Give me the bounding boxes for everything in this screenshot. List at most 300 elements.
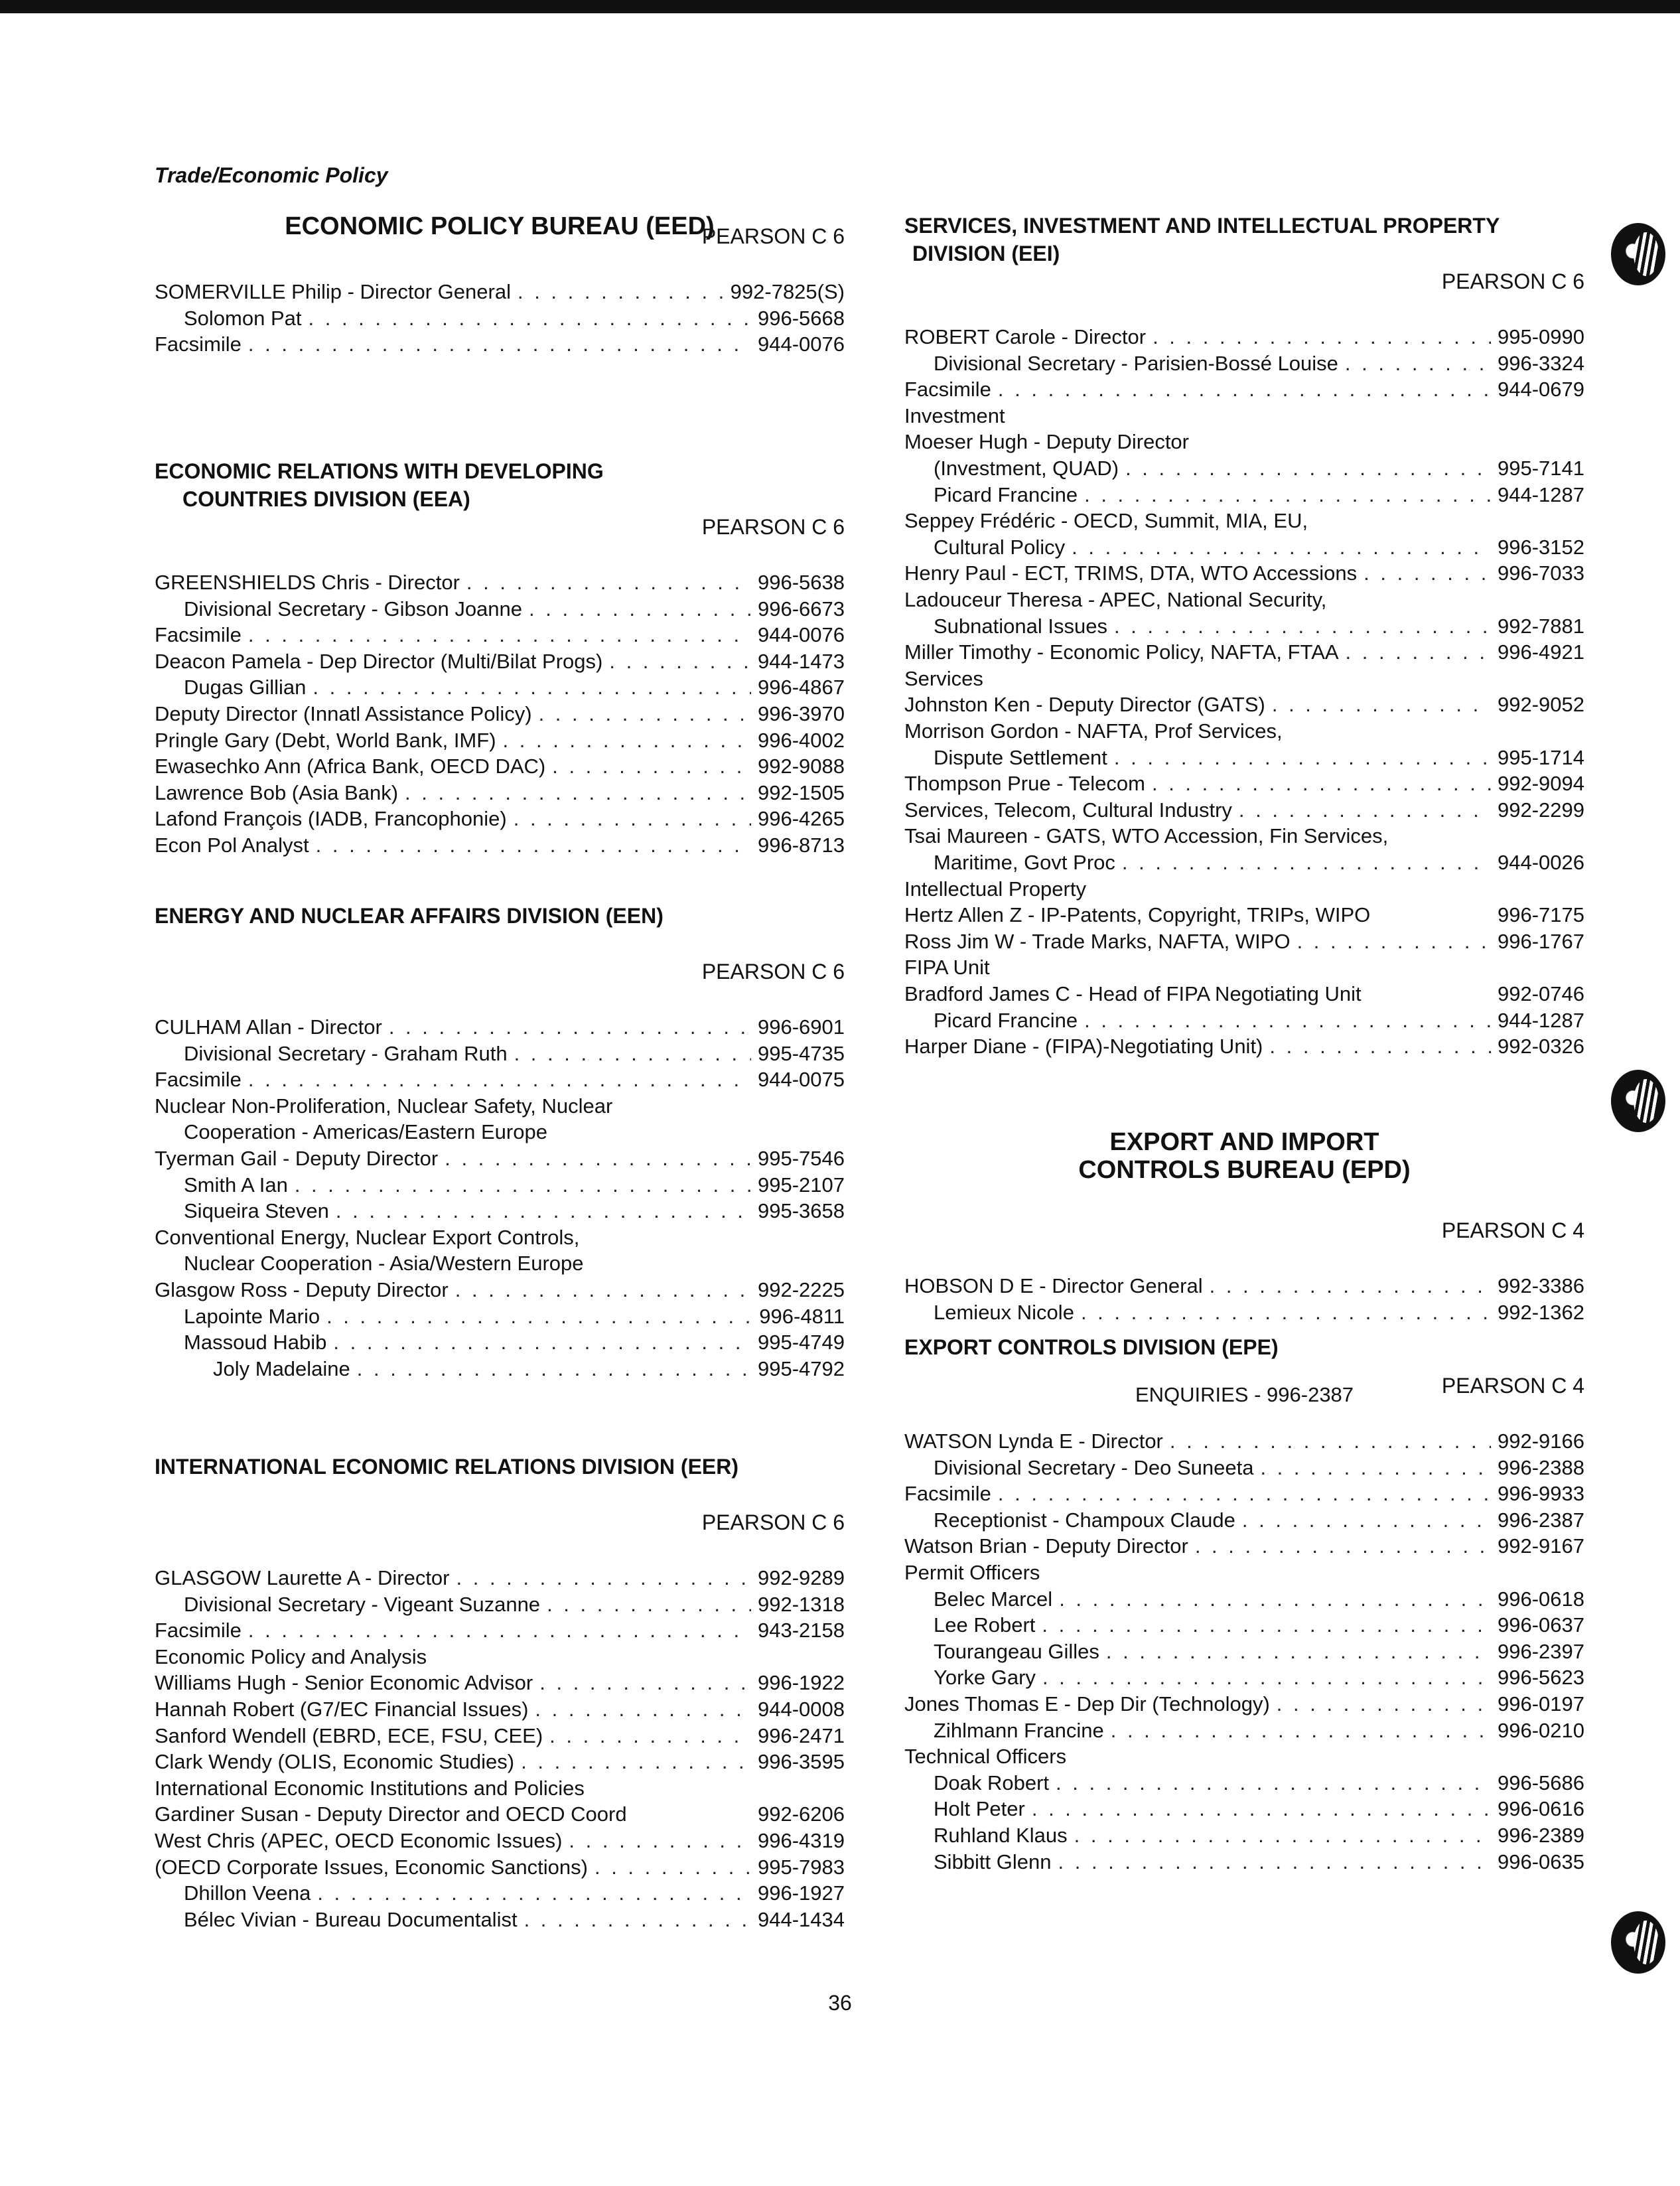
entry-name: Sibbitt Glenn — [934, 1850, 1052, 1873]
location-label: PEARSON C 4 — [1441, 1218, 1584, 1242]
directory-entry — [155, 1304, 845, 1329]
directory-entry — [155, 1251, 845, 1276]
dot-leader — [539, 701, 751, 727]
entry-name: Facsimile — [904, 1482, 991, 1506]
location-label: PEARSON C 4 — [1441, 1374, 1584, 1398]
section-title: DIVISION (EEI) — [912, 242, 1060, 265]
directory-entry — [155, 833, 845, 858]
entry-name: GREENSHIELDS Chris - Director — [155, 571, 460, 594]
directory-entry — [155, 1855, 845, 1880]
directory-entry — [155, 1199, 845, 1224]
entry-phone: 996-2389 — [1497, 1824, 1584, 1847]
dot-leader — [547, 1592, 751, 1617]
dot-leader — [524, 1907, 751, 1932]
entry-phone: 996-4867 — [757, 676, 845, 699]
directory-entry — [904, 1508, 1584, 1533]
entry-name: Picard Francine — [934, 482, 1078, 506]
entry-phone: 992-7881 — [1497, 614, 1584, 638]
dot-leader — [248, 622, 751, 648]
directory-entry — [904, 1481, 1584, 1506]
entry-name: Lemieux Nicole — [934, 1300, 1074, 1324]
location-label: PEARSON C 6 — [701, 515, 845, 539]
entry-name: Massoud Habib — [184, 1331, 327, 1354]
entry-name: Bélec Vivian - Bureau Documentalist — [184, 1907, 518, 1931]
binder-hole-icon — [1611, 1070, 1665, 1132]
entry-phone: 992-9289 — [757, 1566, 845, 1589]
section-title: SERVICES, INVESTMENT AND INTELLECTUAL PROPERTY — [904, 214, 1500, 238]
entry-phone: 996-4811 — [759, 1304, 845, 1328]
entry-phone: 943-2158 — [757, 1619, 845, 1642]
entry-name: Sanford Wendell (EBRD, ECE, FSU, CEE) — [155, 1723, 543, 1747]
entry-phone: 992-0746 — [1497, 982, 1584, 1005]
entry-name: Nuclear Cooperation - Asia/Western Europe — [184, 1252, 584, 1275]
entry-name: Lafond François (IADB, Francophonie) — [155, 807, 507, 831]
entry-name: Ewasechko Ann (Africa Bank, OECD DAC) — [155, 755, 546, 778]
dot-leader — [326, 1304, 752, 1329]
scan-top-edge — [0, 0, 1680, 13]
dot-leader — [248, 332, 751, 357]
directory-entry — [904, 325, 1584, 350]
directory-entry — [904, 1534, 1584, 1559]
dot-leader — [1042, 1613, 1491, 1638]
entry-name: Bradford James C - Head of FIPA Negotiating Unit — [904, 982, 1362, 1005]
directory-entry — [904, 719, 1584, 744]
dot-leader — [549, 1723, 751, 1749]
dot-leader — [998, 377, 1491, 402]
directory-entry — [904, 1560, 1584, 1585]
directory-entry — [155, 1277, 845, 1303]
entry-name: FIPA Unit — [904, 956, 990, 980]
dot-leader — [1114, 745, 1491, 770]
dot-leader — [316, 833, 751, 858]
entry-phone: 992-9052 — [1497, 693, 1584, 717]
dot-leader — [1056, 1771, 1491, 1796]
directory-entry — [904, 351, 1584, 376]
directory-entry — [904, 903, 1584, 928]
entry-phone: 944-1434 — [757, 1907, 845, 1931]
entry-name: Lapointe Mario — [184, 1304, 320, 1328]
dot-leader — [569, 1828, 751, 1854]
directory-entry — [155, 1670, 845, 1696]
directory-entry — [904, 1718, 1584, 1743]
dot-leader — [466, 570, 751, 595]
entry-name: Dugas Gillian — [184, 676, 307, 699]
directory-entry — [155, 754, 845, 779]
directory-entry — [155, 332, 845, 357]
directory-entry — [155, 1802, 845, 1827]
entry-phone: 996-0618 — [1497, 1587, 1584, 1611]
entry-phone: 996-0197 — [1497, 1692, 1584, 1715]
entry-name: Tyerman Gail - Deputy Director — [155, 1147, 439, 1170]
location-label: PEARSON C 6 — [701, 1510, 845, 1534]
directory-entry — [904, 1455, 1584, 1481]
entry-name: Hannah Robert (G7/EC Financial Issues) — [155, 1698, 529, 1721]
dot-leader — [552, 754, 751, 779]
entry-phone: 995-4735 — [757, 1041, 845, 1065]
entry-name: Deacon Pamela - Dep Director (Multi/Bilat Progs) — [155, 649, 603, 673]
directory-entry — [904, 1796, 1584, 1822]
entry-phone: 996-2387 — [1497, 1508, 1584, 1532]
entry-name: Divisional Secretary - Graham Ruth — [184, 1041, 508, 1065]
entry-name: Cultural Policy — [934, 535, 1066, 559]
dot-leader — [1346, 640, 1491, 665]
entry-phone: 996-0635 — [1497, 1850, 1584, 1873]
entry-name: Picard Francine — [934, 1008, 1078, 1032]
entry-phone: 992-3386 — [1497, 1274, 1584, 1297]
entry-name: Johnston Ken - Deputy Director (GATS) — [904, 693, 1265, 717]
dot-leader — [1059, 1587, 1491, 1612]
dot-leader — [248, 1067, 751, 1092]
location-label: PEARSON C 6 — [1441, 269, 1584, 293]
entry-name: Subnational Issues — [934, 614, 1107, 638]
entry-phone: 996-4319 — [757, 1829, 845, 1852]
entry-phone: 992-7825(S) — [730, 280, 845, 303]
entry-phone: 992-2299 — [1497, 798, 1584, 822]
entry-phone: 996-3970 — [757, 702, 845, 725]
dot-leader — [445, 1146, 751, 1171]
entry-phone: 944-1473 — [757, 649, 845, 673]
entry-phone: 996-6901 — [757, 1015, 845, 1039]
entry-phone: 992-9167 — [1497, 1534, 1584, 1558]
location-label: PEARSON C 6 — [701, 224, 845, 248]
dot-leader — [309, 306, 751, 331]
dot-leader — [1297, 929, 1491, 954]
entry-name: Ruhland Klaus — [934, 1824, 1068, 1847]
entry-phone: 995-2107 — [757, 1173, 845, 1197]
entry-name: SOMERVILLE Philip - Director General — [155, 280, 511, 303]
dot-leader — [521, 1749, 751, 1775]
entry-phone: 996-1922 — [757, 1671, 845, 1695]
entry-name: Gardiner Susan - Deputy Director and OECD Coord — [155, 1802, 627, 1826]
directory-entry — [155, 1015, 845, 1040]
binder-hole-icon — [1611, 223, 1665, 285]
directory-entry — [904, 640, 1584, 665]
dot-leader — [503, 728, 751, 753]
directory-entry — [155, 1067, 845, 1092]
dot-leader — [609, 649, 751, 674]
entry-name: Hertz Allen Z - IP-Patents, Copyright, TRIPs, WIPO — [904, 903, 1371, 927]
entry-phone: 995-4749 — [757, 1331, 845, 1354]
entry-name: Zihlmann Francine — [934, 1718, 1104, 1742]
entry-name: Henry Paul - ECT, TRIMS, DTA, WTO Accessions — [904, 561, 1358, 585]
dot-leader — [1072, 535, 1491, 560]
entry-name: Seppey Frédéric - OECD, Summit, MIA, EU, — [904, 509, 1308, 533]
directory-entry — [155, 570, 845, 595]
entry-phone: 995-4792 — [757, 1356, 845, 1380]
entry-name: Solomon Pat — [184, 306, 302, 330]
dot-leader — [455, 1277, 751, 1303]
entry-phone: 944-0076 — [757, 623, 845, 647]
entry-name: West Chris (APEC, OECD Economic Issues) — [155, 1829, 563, 1852]
dot-leader — [336, 1199, 751, 1224]
dot-leader — [1114, 614, 1491, 639]
entry-name: Glasgow Ross - Deputy Director — [155, 1278, 449, 1301]
directory-entry — [904, 1300, 1584, 1325]
directory-entry — [155, 1828, 845, 1854]
entry-name: Siqueira Steven — [184, 1199, 329, 1223]
entry-phone: 995-7141 — [1497, 457, 1584, 480]
directory-entry — [155, 622, 845, 648]
directory-entry — [155, 1330, 845, 1355]
section-title: ECONOMIC POLICY BUREAU (EED) — [285, 212, 715, 240]
entry-phone: 944-0075 — [757, 1068, 845, 1092]
entry-name: Facsimile — [155, 1068, 242, 1092]
dot-leader — [1074, 1823, 1491, 1848]
entry-phone: 996-4921 — [1497, 640, 1584, 664]
entry-name: Divisional Secretary - Gibson Joanne — [184, 597, 523, 620]
entry-name: Econ Pol Analyst — [155, 834, 309, 857]
directory-entry — [904, 508, 1584, 534]
dot-leader — [1111, 1718, 1491, 1743]
directory-entry — [904, 1850, 1584, 1875]
entry-phone: 996-0637 — [1497, 1613, 1584, 1637]
directory-entry — [155, 1566, 845, 1591]
directory-entry — [155, 1592, 845, 1617]
directory-entry — [904, 614, 1584, 639]
entry-name: Conventional Energy, Nuclear Export Controls, — [155, 1225, 580, 1249]
dot-leader — [1152, 771, 1491, 796]
dot-leader — [1242, 1508, 1491, 1533]
directory-entry — [155, 701, 845, 727]
entry-name: Maritime, Govt Proc — [934, 851, 1115, 874]
entry-name: Investment — [904, 403, 1005, 427]
entry-phone: 992-1362 — [1497, 1300, 1584, 1324]
dot-leader — [405, 780, 751, 806]
directory-entry — [155, 649, 845, 674]
dot-leader — [1058, 1850, 1491, 1875]
entry-name: Watson Brian - Deputy Director — [904, 1534, 1188, 1558]
entry-phone: 992-1318 — [757, 1592, 845, 1616]
dot-leader — [248, 1618, 751, 1643]
dot-leader — [1042, 1665, 1491, 1690]
dot-leader — [357, 1356, 751, 1382]
section-title: EXPORT AND IMPORT — [1109, 1128, 1379, 1156]
enquiries-line: ENQUIRIES - 996-2387 — [1135, 1383, 1354, 1406]
directory-entry — [904, 403, 1584, 429]
page-section-label: Trade/Economic Policy — [155, 163, 388, 187]
entry-name: Tourangeau Gilles — [934, 1639, 1099, 1663]
directory-entry — [904, 850, 1584, 875]
dot-leader — [1277, 1692, 1491, 1717]
directory-entry — [155, 728, 845, 753]
directory-entry — [904, 1744, 1584, 1769]
dot-leader — [295, 1173, 751, 1198]
dot-leader — [595, 1855, 751, 1880]
entry-phone: 995-0990 — [1497, 325, 1584, 348]
dot-leader — [1239, 798, 1491, 823]
directory-entry — [904, 587, 1584, 613]
directory-entry — [904, 798, 1584, 823]
directory-entry — [155, 1618, 845, 1643]
entry-name: Tsai Maureen - GATS, WTO Accession, Fin Services, — [904, 824, 1389, 848]
directory-entry — [155, 1749, 845, 1775]
directory-entry — [904, 877, 1584, 902]
entry-phone: 944-0076 — [757, 332, 845, 356]
entry-name: Facsimile — [155, 332, 242, 356]
entry-name: Services, Telecom, Cultural Industry — [904, 798, 1232, 822]
entry-phone: 996-5623 — [1497, 1666, 1584, 1690]
directory-entry — [904, 1587, 1584, 1612]
directory-entry — [904, 1823, 1584, 1848]
entry-name: Receptionist - Champoux Claude — [934, 1508, 1235, 1532]
section-title: INTERNATIONAL ECONOMIC RELATIONS DIVISION (EER) — [155, 1455, 739, 1479]
entry-name: Pringle Gary (Debt, World Bank, IMF) — [155, 728, 496, 752]
dot-leader — [317, 1881, 751, 1906]
dot-leader — [1210, 1274, 1491, 1299]
entry-phone: 996-4002 — [757, 728, 845, 752]
entry-name: Nuclear Non-Proliferation, Nuclear Safety, Nuclear — [155, 1094, 613, 1118]
dot-leader — [529, 597, 751, 622]
entry-phone: 996-4265 — [757, 807, 845, 831]
entry-name: Lee Robert — [934, 1613, 1036, 1637]
section-title: CONTROLS BUREAU (EPD) — [1078, 1156, 1411, 1184]
entry-name: Ross Jim W - Trade Marks, NAFTA, WIPO — [904, 929, 1291, 953]
entry-phone: 996-5668 — [757, 306, 845, 330]
dot-leader — [998, 1481, 1491, 1506]
entry-name: Divisional Secretary - Deo Suneeta — [934, 1455, 1254, 1479]
entry-name: Divisional Secretary - Vigeant Suzanne — [184, 1592, 541, 1616]
section-title: ECONOMIC RELATIONS WITH DEVELOPING — [155, 459, 604, 483]
entry-phone: 996-2388 — [1497, 1455, 1584, 1479]
directory-entry — [155, 1723, 845, 1749]
entry-name: Facsimile — [155, 623, 242, 647]
directory-entry — [904, 456, 1584, 481]
directory-entry — [904, 1429, 1584, 1454]
directory-entry — [904, 982, 1584, 1007]
entry-phone: 992-1505 — [757, 780, 845, 804]
section-title: COUNTRIES DIVISION (EEA) — [182, 487, 470, 511]
entry-name: Smith A Ian — [184, 1173, 288, 1197]
entry-name: Permit Officers — [904, 1561, 1040, 1584]
entry-name: Lawrence Bob (Asia Bank) — [155, 780, 399, 804]
directory-entry — [904, 745, 1584, 770]
directory-entry — [155, 1881, 845, 1906]
entry-name: Technical Officers — [904, 1745, 1067, 1769]
dot-leader — [514, 1041, 751, 1066]
directory-entry — [904, 1665, 1584, 1690]
page-number: 36 — [828, 1991, 852, 2015]
entry-phone: 996-0210 — [1497, 1718, 1584, 1742]
dot-leader — [1345, 351, 1491, 376]
directory-entry — [904, 692, 1584, 717]
entry-name: Dispute Settlement — [934, 745, 1107, 769]
directory-entry — [904, 1692, 1584, 1717]
dot-leader — [1269, 1034, 1491, 1059]
directory-entry — [904, 929, 1584, 954]
entry-name: Morrison Gordon - NAFTA, Prof Services, — [904, 719, 1283, 743]
entry-phone: 996-7175 — [1497, 903, 1584, 927]
directory-entry — [155, 1041, 845, 1066]
entry-phone: 944-0026 — [1497, 851, 1584, 874]
entry-name: Harper Diane - (FIPA)-Negotiating Unit) — [904, 1035, 1263, 1058]
entry-phone: 996-5686 — [1497, 1771, 1584, 1794]
directory-entry — [155, 1120, 845, 1145]
entry-name: International Economic Institutions and Policies — [155, 1776, 585, 1800]
directory-entry — [155, 1697, 845, 1722]
entry-name: Cooperation - Americas/Eastern Europe — [184, 1120, 547, 1144]
entry-phone: 996-1927 — [757, 1881, 845, 1905]
entry-phone: 996-6673 — [757, 597, 845, 620]
entry-name: Services — [904, 666, 983, 690]
entry-phone: 992-9166 — [1497, 1429, 1584, 1453]
directory-entry — [155, 1225, 845, 1250]
directory-entry — [155, 279, 845, 305]
directory-entry — [904, 429, 1584, 455]
entry-phone: 996-3152 — [1497, 535, 1584, 559]
directory-entry — [904, 1613, 1584, 1638]
directory-entry — [155, 1173, 845, 1198]
entry-name: Deputy Director (Innatl Assistance Policy) — [155, 702, 532, 725]
entry-name: HOBSON D E - Director General — [904, 1274, 1203, 1297]
entry-name: ROBERT Carole - Director — [904, 325, 1147, 348]
directory-entry — [904, 561, 1584, 586]
entry-name: Jones Thomas E - Dep Dir (Technology) — [904, 1692, 1270, 1715]
entry-phone: 944-0679 — [1497, 378, 1584, 401]
entry-phone: 995-1714 — [1497, 745, 1584, 769]
entry-name: Miller Timothy - Economic Policy, NAFTA, FTAA — [904, 640, 1339, 664]
directory-entry — [155, 1644, 845, 1670]
dot-leader — [1125, 456, 1491, 481]
entry-phone: 944-1287 — [1497, 1008, 1584, 1032]
entry-name: Facsimile — [155, 1619, 242, 1642]
dot-leader — [1195, 1534, 1491, 1559]
directory-entry — [155, 306, 845, 331]
directory-entry — [155, 1776, 845, 1801]
directory-entry — [904, 824, 1584, 849]
entry-name: Clark Wendy (OLIS, Economic Studies) — [155, 1750, 515, 1774]
directory-entry — [155, 597, 845, 622]
section-title: ENERGY AND NUCLEAR AFFAIRS DIVISION (EEN) — [155, 904, 664, 928]
entry-name: Ladouceur Theresa - APEC, National Security, — [904, 588, 1327, 611]
entry-phone: 996-3324 — [1497, 351, 1584, 375]
entry-phone: 944-0008 — [757, 1698, 845, 1721]
entry-phone: 992-9094 — [1497, 772, 1584, 796]
directory-entry — [155, 1146, 845, 1171]
section-title: EXPORT CONTROLS DIVISION (EPE) — [904, 1335, 1279, 1359]
entry-name: WATSON Lynda E - Director — [904, 1429, 1163, 1453]
directory-entry — [904, 1034, 1584, 1059]
entry-name: Yorke Gary — [934, 1666, 1036, 1690]
entry-phone: 992-0326 — [1497, 1035, 1584, 1058]
directory-entry — [904, 377, 1584, 402]
directory-entry — [904, 771, 1584, 796]
entry-phone: 996-2471 — [757, 1723, 845, 1747]
entry-phone: 995-7983 — [757, 1855, 845, 1879]
dot-leader — [1106, 1639, 1491, 1664]
entry-name: CULHAM Allan - Director — [155, 1015, 382, 1039]
dot-leader — [333, 1330, 751, 1355]
entry-name: Dhillon Veena — [184, 1881, 311, 1905]
entry-name: Holt Peter — [934, 1797, 1025, 1821]
entry-phone: 944-1287 — [1497, 482, 1584, 506]
directory-entry — [904, 666, 1584, 692]
dot-leader — [535, 1697, 751, 1722]
directory-entry — [155, 1907, 845, 1932]
entry-phone: 996-9933 — [1497, 1482, 1584, 1506]
entry-phone: 995-3658 — [757, 1199, 845, 1223]
directory-entry — [155, 806, 845, 832]
entry-phone: 992-2225 — [757, 1278, 845, 1301]
entry-phone: 996-2397 — [1497, 1639, 1584, 1663]
entry-phone: 996-7033 — [1497, 561, 1584, 585]
dot-leader — [1364, 561, 1491, 586]
directory-entry — [155, 780, 845, 806]
dot-leader — [514, 806, 751, 832]
entry-name: Facsimile — [904, 378, 991, 401]
binder-hole-icon — [1611, 1911, 1665, 1974]
dot-leader — [313, 675, 751, 700]
entry-phone: 995-7546 — [757, 1147, 845, 1170]
